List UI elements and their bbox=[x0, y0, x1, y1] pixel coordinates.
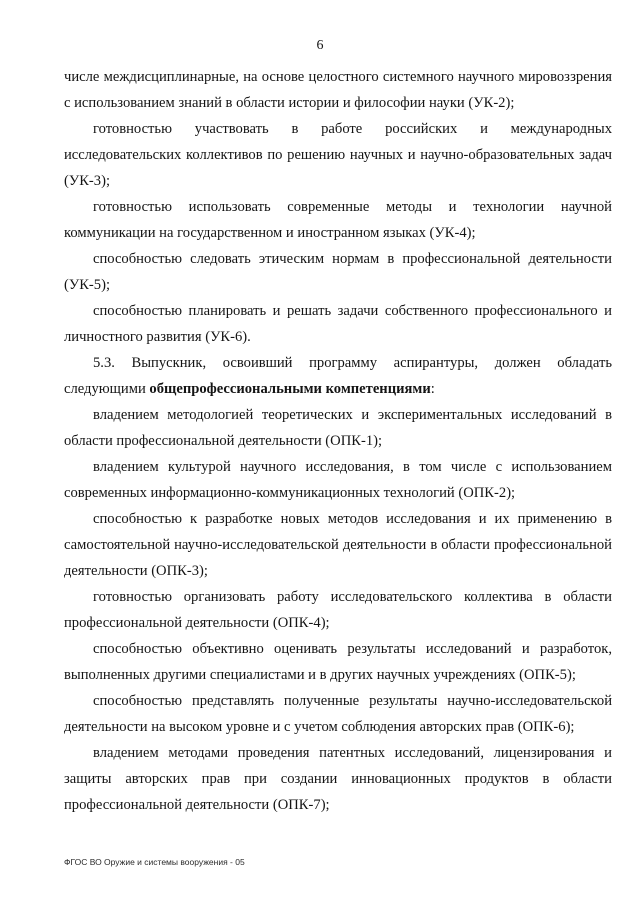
paragraph-opk6: способностью представлять полученные результаты научно-исследовательской деятельности на высоком уровне и с учетом соблюдения авторских прав (ОПК-6); bbox=[64, 693, 612, 735]
paragraph-opk2: владением культурой научного исследования, в том числе с использованием современных информационно-коммуникационных технологий (ОПК-2); bbox=[64, 459, 612, 501]
paragraph-opk1: владением методологией теоретических и экспериментальных исследований в области профессиональной деятельности (ОПК-1); bbox=[64, 407, 612, 449]
paragraph-uk3: готовностью участвовать в работе российских и международных исследовательских коллективов по решению научных и научно-образовательных задач (УК-3); bbox=[64, 121, 612, 189]
page-number: 6 bbox=[316, 38, 324, 53]
paragraph-opk4: готовностью организовать работу исследовательского коллектива в области профессиональной деятельности (ОПК-4); bbox=[64, 589, 612, 631]
paragraph-uk6: способностью планировать и решать задачи собственного профессионального и личностного развития (УК-6). bbox=[64, 303, 612, 345]
document-footer: ФГОС ВО Оружие и системы вооружения - 05 bbox=[64, 857, 245, 867]
section-5-3-bold-term: общепрофессиональными компетенциями bbox=[149, 381, 431, 397]
section-5-3-colon: : bbox=[430, 381, 435, 397]
paragraph-opk5: способностью объективно оценивать результаты исследований и разработок, выполненных другими специалистами и в других научных учреждениях (ОПК-5); bbox=[64, 641, 612, 683]
paragraph-opk7: владением методами проведения патентных исследований, лицензирования и защиты авторских прав при создании инновационных продуктов в области профессиональной деятельности (ОПК-7); bbox=[64, 745, 612, 813]
section-5-3-text: 5.3. Выпускник, освоивший программу аспирантуры, должен обладать следующими bbox=[64, 355, 612, 397]
paragraph-uk5: способностью следовать этическим нормам в профессиональной деятельности (УК-5); bbox=[64, 251, 612, 293]
paragraph-uk2-continuation: числе междисциплинарные, на основе целостного системного научного мировоззрения с использованием знаний в области истории и философии науки (УК-2); bbox=[64, 69, 612, 111]
paragraph-opk3: способностью к разработке новых методов исследования и их применению в самостоятельной научно-исследовательской деятельности в области профессиональной деятельности (ОПК-3); bbox=[64, 511, 612, 579]
paragraph-uk4: готовностью использовать современные методы и технологии научной коммуникации на государственном и иностранном языках (УК-4); bbox=[64, 199, 612, 241]
paragraph-section-5-3 bbox=[64, 350, 612, 402]
document-body bbox=[64, 64, 612, 818]
